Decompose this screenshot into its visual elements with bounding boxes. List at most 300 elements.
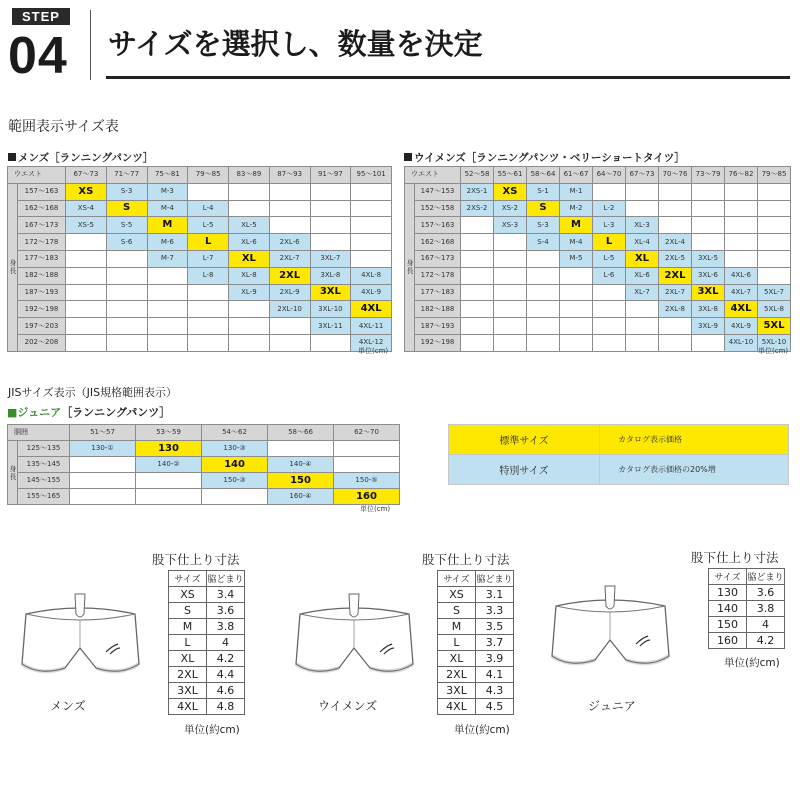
mens-inseam-table [168, 570, 245, 715]
size-cell [461, 250, 494, 267]
inseam-size: 2XL [169, 667, 207, 683]
table-row [438, 635, 514, 651]
size-cell: 4XL-9 [351, 284, 392, 301]
womens-waist-header: ウエスト [405, 167, 461, 184]
table-row [169, 667, 245, 683]
womens-size-table [404, 166, 791, 352]
table-row [8, 489, 400, 505]
jis-row-header: 145〜155 [18, 473, 70, 489]
womens-col-header: 52〜58 [461, 167, 494, 184]
jis-header-row [8, 425, 400, 441]
size-cell: XS-2 [494, 200, 527, 217]
womens-inseam-unit: 単位(約cm) [454, 724, 510, 736]
table-row [438, 587, 514, 603]
junior-shorts-image [548, 584, 673, 684]
size-cell [461, 318, 494, 335]
jis-row-header: 125〜135 [18, 441, 70, 457]
inseam-value: 4.5 [476, 699, 514, 715]
size-cell [70, 473, 136, 489]
size-cell: XS [66, 183, 107, 200]
size-cell: M-1 [560, 183, 593, 200]
size-cell: M [147, 217, 188, 234]
inseam-value: 3.1 [476, 587, 514, 603]
size-cell [188, 318, 229, 335]
size-cell: 160-④ [268, 489, 334, 505]
size-cell: L-5 [188, 217, 229, 234]
womens-height-label: 身長 [405, 183, 415, 351]
junior-title-prefix: ■ [7, 406, 18, 419]
womens-row-header: 172〜178 [415, 267, 461, 284]
size-cell [229, 318, 270, 335]
table-row [405, 284, 791, 301]
table-row [709, 601, 785, 617]
size-cell [334, 441, 400, 457]
size-cell: L [593, 234, 626, 251]
womens-table-title [404, 150, 685, 165]
size-cell [269, 318, 310, 335]
size-cell: 4XL-10 [725, 334, 758, 351]
size-cell [593, 284, 626, 301]
size-cell [659, 200, 692, 217]
size-cell [66, 267, 107, 284]
size-cell [461, 234, 494, 251]
inseam-value-header: 脇どまり [476, 571, 514, 587]
table-row [405, 267, 791, 284]
size-cell [527, 250, 560, 267]
womens-table-title-text: ウイメンズ［ランニングパンツ・ベリーショートタイツ］ [414, 152, 685, 164]
inseam-value: 4.2 [207, 651, 245, 667]
table-row [709, 617, 785, 633]
legend-special-label: 特別サイズ [449, 455, 600, 485]
mens-unit: 単位(cm) [358, 347, 389, 355]
size-cell [692, 183, 725, 200]
womens-col-header: 67〜73 [626, 167, 659, 184]
size-cell: L-2 [593, 200, 626, 217]
mens-row-header: 162〜168 [18, 200, 66, 217]
size-cell: XL-6 [626, 267, 659, 284]
square-bullet-icon [8, 153, 16, 161]
inseam-header-row [709, 569, 785, 585]
womens-row-header: 167〜173 [415, 250, 461, 267]
table-row [169, 651, 245, 667]
size-cell [659, 183, 692, 200]
inseam-size: 3XL [169, 683, 207, 699]
size-cell: S [106, 200, 147, 217]
size-cell: 4XL-9 [725, 318, 758, 335]
inseam-size: XL [438, 651, 476, 667]
size-cell [351, 217, 392, 234]
size-cell [758, 217, 791, 234]
size-cell: M-3 [147, 183, 188, 200]
inseam-value: 4.2 [747, 633, 785, 649]
size-cell [269, 200, 310, 217]
jis-row-header: 155〜165 [18, 489, 70, 505]
size-cell: M-4 [147, 200, 188, 217]
size-cell [310, 234, 351, 251]
inseam-value: 4.6 [207, 683, 245, 699]
size-cell [758, 183, 791, 200]
size-cell: L-3 [593, 217, 626, 234]
size-cell [461, 334, 494, 351]
size-cell: L-8 [188, 267, 229, 284]
table-row [438, 603, 514, 619]
size-cell: 130 [136, 441, 202, 457]
size-cell [659, 318, 692, 335]
size-cell [692, 200, 725, 217]
mens-shorts-label: メンズ [50, 699, 86, 713]
size-cell: 2XL [269, 267, 310, 284]
size-cell [269, 217, 310, 234]
legend-standard-desc: カタログ表示価格 [600, 425, 789, 455]
table-row [405, 318, 791, 335]
inseam-size: XS [438, 587, 476, 603]
size-cell: M-6 [147, 234, 188, 251]
size-cell: 3XL-5 [692, 250, 725, 267]
size-cell: 130-③ [202, 441, 268, 457]
size-cell [461, 267, 494, 284]
inseam-size: S [438, 603, 476, 619]
size-cell: 3XL-6 [692, 267, 725, 284]
size-cell [229, 334, 270, 351]
table-row [8, 284, 392, 301]
size-cell [692, 334, 725, 351]
table-row [169, 635, 245, 651]
size-cell: XL-9 [229, 284, 270, 301]
table-row [8, 183, 392, 200]
womens-col-header: 64〜70 [593, 167, 626, 184]
inseam-size: L [438, 635, 476, 651]
size-cell: S-6 [106, 234, 147, 251]
womens-row-header: 187〜193 [415, 318, 461, 335]
size-cell [310, 217, 351, 234]
size-cell: 4XL-12 [351, 334, 392, 351]
inseam-value: 4 [207, 635, 245, 651]
table-row [8, 267, 392, 284]
size-cell [106, 250, 147, 267]
size-cell: 3XL-10 [310, 301, 351, 318]
table-row [169, 587, 245, 603]
mens-col-header: 79〜85 [188, 167, 229, 184]
header-divider [90, 10, 91, 80]
size-cell: 3XL-8 [692, 301, 725, 318]
size-cell [136, 473, 202, 489]
size-cell [758, 250, 791, 267]
size-cell [593, 334, 626, 351]
inseam-value: 3.6 [207, 603, 245, 619]
mens-shorts-image [18, 592, 143, 692]
size-cell [725, 217, 758, 234]
inseam-value: 4.1 [476, 667, 514, 683]
table-row [169, 603, 245, 619]
inseam-size: 4XL [438, 699, 476, 715]
inseam-size: L [169, 635, 207, 651]
size-cell [494, 334, 527, 351]
inseam-value: 4.3 [476, 683, 514, 699]
step-label: STEP [12, 8, 70, 25]
mens-col-header: 95〜101 [351, 167, 392, 184]
size-cell [593, 301, 626, 318]
size-cell [560, 334, 593, 351]
inseam-value: 3.8 [747, 601, 785, 617]
size-cell [725, 250, 758, 267]
size-cell: XL-3 [626, 217, 659, 234]
womens-inseam-title: 股下仕上り寸法 [422, 552, 510, 567]
womens-header-row [405, 167, 791, 184]
mens-size-table [7, 166, 392, 352]
size-cell [268, 441, 334, 457]
inseam-value: 3.4 [207, 587, 245, 603]
size-cell [758, 267, 791, 284]
size-cell [66, 334, 107, 351]
table-row [405, 200, 791, 217]
inseam-value: 3.7 [476, 635, 514, 651]
size-cell [494, 267, 527, 284]
womens-col-header: 58〜64 [527, 167, 560, 184]
inseam-value: 3.8 [207, 619, 245, 635]
size-cell [188, 334, 229, 351]
size-cell [106, 318, 147, 335]
junior-title-rest: ［ランニングパンツ］ [61, 406, 171, 419]
jis-heading: JISサイズ表示（JIS規格範囲表示） [8, 386, 178, 399]
size-cell [66, 301, 107, 318]
square-bullet-icon [404, 153, 412, 161]
table-row [169, 683, 245, 699]
inseam-value: 3.5 [476, 619, 514, 635]
size-cell [494, 318, 527, 335]
mens-table-title-text: メンズ［ランニングパンツ］ [18, 152, 154, 164]
inseam-header-row [169, 571, 245, 587]
jis-col-header: 51〜57 [70, 425, 136, 441]
table-row [438, 699, 514, 715]
size-cell [106, 301, 147, 318]
womens-shorts-image [292, 592, 417, 692]
size-cell [659, 217, 692, 234]
table-row [438, 619, 514, 635]
womens-col-header: 55〜61 [494, 167, 527, 184]
size-cell: 4XL [725, 301, 758, 318]
legend-row-special [449, 455, 789, 485]
mens-inseam-title: 股下仕上り寸法 [152, 552, 240, 567]
table-row [438, 667, 514, 683]
size-cell: S [527, 200, 560, 217]
size-cell: XL-6 [229, 234, 270, 251]
table-row [169, 619, 245, 635]
inseam-size: 160 [709, 633, 747, 649]
size-cell: 150 [268, 473, 334, 489]
inseam-size: 4XL [169, 699, 207, 715]
junior-size-table [7, 424, 400, 505]
size-cell: L-7 [188, 250, 229, 267]
size-cell [147, 284, 188, 301]
size-cell: 3XL-9 [692, 318, 725, 335]
size-cell [310, 183, 351, 200]
junior-table-title [7, 404, 170, 420]
size-cell [560, 318, 593, 335]
size-cell [202, 489, 268, 505]
size-cell: 130-① [70, 441, 136, 457]
size-cell: S-5 [106, 217, 147, 234]
inseam-value: 4.4 [207, 667, 245, 683]
table-row [8, 457, 400, 473]
size-cell: 2XL-4 [659, 234, 692, 251]
size-cell: 2XL-8 [659, 301, 692, 318]
size-cell: XS-3 [494, 217, 527, 234]
size-cell [188, 183, 229, 200]
table-row [405, 234, 791, 251]
womens-row-header: 152〜158 [415, 200, 461, 217]
size-cell [66, 234, 107, 251]
inseam-size: XS [169, 587, 207, 603]
size-cell: 150-③ [202, 473, 268, 489]
size-cell: L-6 [593, 267, 626, 284]
jis-row-header: 135〜145 [18, 457, 70, 473]
table-row [405, 250, 791, 267]
size-cell [334, 457, 400, 473]
womens-shorts-label: ウイメンズ [318, 699, 378, 713]
junior-shorts-label: ジュニア [588, 699, 636, 713]
size-cell [188, 284, 229, 301]
womens-col-header: 70〜76 [659, 167, 692, 184]
inseam-header-row [438, 571, 514, 587]
junior-inseam-table [708, 568, 785, 649]
legend-special-desc: カタログ表示価格の20%増 [600, 455, 789, 485]
size-cell [461, 217, 494, 234]
womens-row-header: 177〜183 [415, 284, 461, 301]
size-cell: XS-4 [66, 200, 107, 217]
table-row [438, 683, 514, 699]
size-cell [147, 318, 188, 335]
size-cell [626, 301, 659, 318]
inseam-size: S [169, 603, 207, 619]
womens-col-header: 73〜79 [692, 167, 725, 184]
womens-row-header: 157〜163 [415, 217, 461, 234]
size-cell: 3XL [310, 284, 351, 301]
size-cell: XS-5 [66, 217, 107, 234]
mens-row-header: 202〜208 [18, 334, 66, 351]
size-cell [229, 200, 270, 217]
size-cell [725, 200, 758, 217]
size-cell [70, 457, 136, 473]
size-cell [147, 267, 188, 284]
size-cell [269, 334, 310, 351]
size-cell: 4XL [351, 301, 392, 318]
size-cell: XL-8 [229, 267, 270, 284]
size-cell [626, 183, 659, 200]
size-cell [351, 250, 392, 267]
size-cell: M-4 [560, 234, 593, 251]
price-legend [448, 424, 789, 485]
table-row [709, 633, 785, 649]
mens-row-header: 182〜188 [18, 267, 66, 284]
inseam-value: 3.9 [476, 651, 514, 667]
mens-col-header: 87〜93 [269, 167, 310, 184]
womens-col-header: 79〜85 [758, 167, 791, 184]
inseam-size: 2XL [438, 667, 476, 683]
size-cell [310, 200, 351, 217]
mens-table-title [8, 150, 153, 165]
size-cell: 4XL-6 [725, 267, 758, 284]
womens-row-header: 147〜153 [415, 183, 461, 200]
junior-inseam-title: 股下仕上り寸法 [691, 550, 779, 565]
size-cell [626, 200, 659, 217]
size-cell: XL-5 [229, 217, 270, 234]
size-cell [692, 234, 725, 251]
inseam-value: 3.6 [747, 585, 785, 601]
inseam-size: M [169, 619, 207, 635]
mens-col-header: 67〜73 [66, 167, 107, 184]
jis-col-header: 53〜59 [136, 425, 202, 441]
size-cell [310, 334, 351, 351]
table-row [8, 301, 392, 318]
table-row [405, 217, 791, 234]
size-cell: XL [626, 250, 659, 267]
inseam-value: 4.8 [207, 699, 245, 715]
size-cell: 5XL [758, 318, 791, 335]
size-cell [461, 284, 494, 301]
junior-title-colored: ジュニア [17, 406, 62, 419]
size-cell [494, 234, 527, 251]
size-cell [527, 284, 560, 301]
page-title: サイズを選択し、数量を決定 [108, 27, 483, 61]
table-row [169, 699, 245, 715]
jis-waist-header: 胴囲 [8, 425, 70, 441]
mens-row-header: 177〜183 [18, 250, 66, 267]
size-cell: 2XL-9 [269, 284, 310, 301]
step-number: 04 [8, 27, 68, 85]
size-cell: M [560, 217, 593, 234]
size-cell: 2XS-1 [461, 183, 494, 200]
size-cell [659, 334, 692, 351]
size-cell: 2XS-2 [461, 200, 494, 217]
size-cell: L-4 [188, 200, 229, 217]
section-title: 範囲表示サイズ表 [8, 119, 119, 135]
size-cell [106, 284, 147, 301]
inseam-size: M [438, 619, 476, 635]
size-cell [758, 200, 791, 217]
size-cell [269, 183, 310, 200]
size-cell: S-4 [527, 234, 560, 251]
size-cell [527, 334, 560, 351]
size-cell: 2XL-10 [269, 301, 310, 318]
size-cell [188, 301, 229, 318]
size-cell [229, 301, 270, 318]
size-cell [106, 267, 147, 284]
table-row [8, 318, 392, 335]
size-cell [66, 250, 107, 267]
size-cell [106, 334, 147, 351]
size-cell [626, 334, 659, 351]
inseam-size: XL [169, 651, 207, 667]
size-cell [136, 489, 202, 505]
size-cell [593, 318, 626, 335]
size-cell [494, 301, 527, 318]
junior-unit: 単位(cm) [360, 505, 391, 513]
size-cell: 2XL-6 [269, 234, 310, 251]
mens-row-header: 172〜178 [18, 234, 66, 251]
inseam-size-header: サイズ [709, 569, 747, 585]
table-row [8, 217, 392, 234]
size-cell [351, 183, 392, 200]
size-cell: 140 [202, 457, 268, 473]
table-row [8, 234, 392, 251]
womens-unit: 単位(cm) [758, 347, 789, 355]
inseam-size: 130 [709, 585, 747, 601]
inseam-size-header: サイズ [438, 571, 476, 587]
inseam-value-header: 脇どまり [207, 571, 245, 587]
size-cell [494, 284, 527, 301]
size-cell: XL-7 [626, 284, 659, 301]
size-cell [527, 267, 560, 284]
